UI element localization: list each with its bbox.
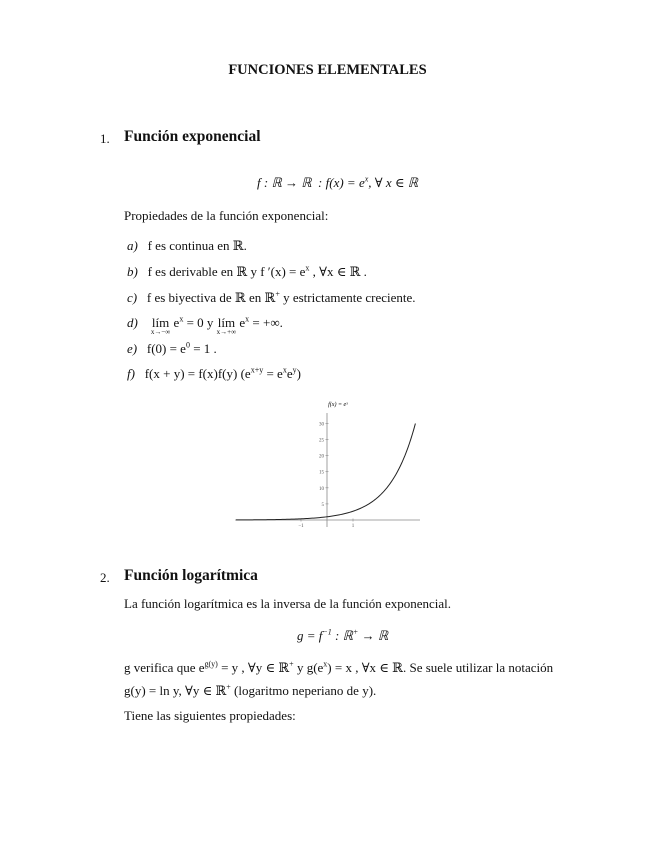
- log-line-2: g(y) = ln y, ∀y ∈ ℝ+ (logaritmo neperiano de y).: [124, 682, 377, 698]
- y-tick-label: 10: [319, 486, 324, 492]
- prop-f: f) f(x + y) = f(x)f(y) $(e^{x+y} = e^xe^y)$: [127, 365, 301, 381]
- exp-chart: [230, 395, 430, 535]
- section-2-number: 2.: [100, 570, 110, 585]
- y-tick-label: 30: [319, 422, 324, 428]
- prop-d: d) lím x→−∞ $e^x = 0$ y lím x→+∞ $e^x$ = +∞.: [127, 314, 283, 336]
- x-tick-label: −1: [298, 524, 304, 529]
- exp-definition: f : ℝ → ℝ : $f(x) = e^x$, ∀ x ∈ ℝ: [257, 174, 419, 190]
- section-2-heading: Función logarítmica: [124, 567, 258, 584]
- section-1-number: 1.: [100, 131, 110, 146]
- prop-c: c) f es biyectiva de ℝ en ℝ+ y estrictamente creciente.: [127, 289, 416, 305]
- chart-title: f(x) = eˣ: [328, 402, 348, 408]
- properties-intro: Propiedades de la función exponencial:: [124, 208, 329, 223]
- y-tick-label: 5: [321, 502, 324, 508]
- y-tick-label: 15: [319, 470, 324, 476]
- prop-a: a) f es continua en ℝ.: [127, 238, 247, 253]
- log-definition: $g = f^{-1}$ : ℝ+ → ℝ: [297, 627, 389, 643]
- x-tick-label: 1: [351, 524, 355, 529]
- prop-e: e) $f(0) = e^0 = 1$ .: [127, 340, 217, 356]
- y-tick-label: 20: [319, 454, 324, 460]
- log-intro: La función logarítmica es la inversa de la función exponencial.: [124, 596, 452, 611]
- y-tick-label: 25: [319, 438, 324, 444]
- page-title: FUNCIONES ELEMENTALES: [228, 62, 427, 78]
- log-line-3: Tiene las siguientes propiedades:: [124, 708, 296, 723]
- section-1-heading: Función exponencial: [124, 128, 261, 145]
- log-line-1: g verifica que $e^{g(y)} = y$ , ∀y ∈ ℝ+ y $g(e^x) = x$ , ∀x ∈ ℝ. Se suele utilizar la notación: [124, 659, 554, 675]
- prop-b: b) f es derivable en ℝ y f $'(x) = e^x$ , ∀x ∈ ℝ .: [127, 263, 367, 279]
